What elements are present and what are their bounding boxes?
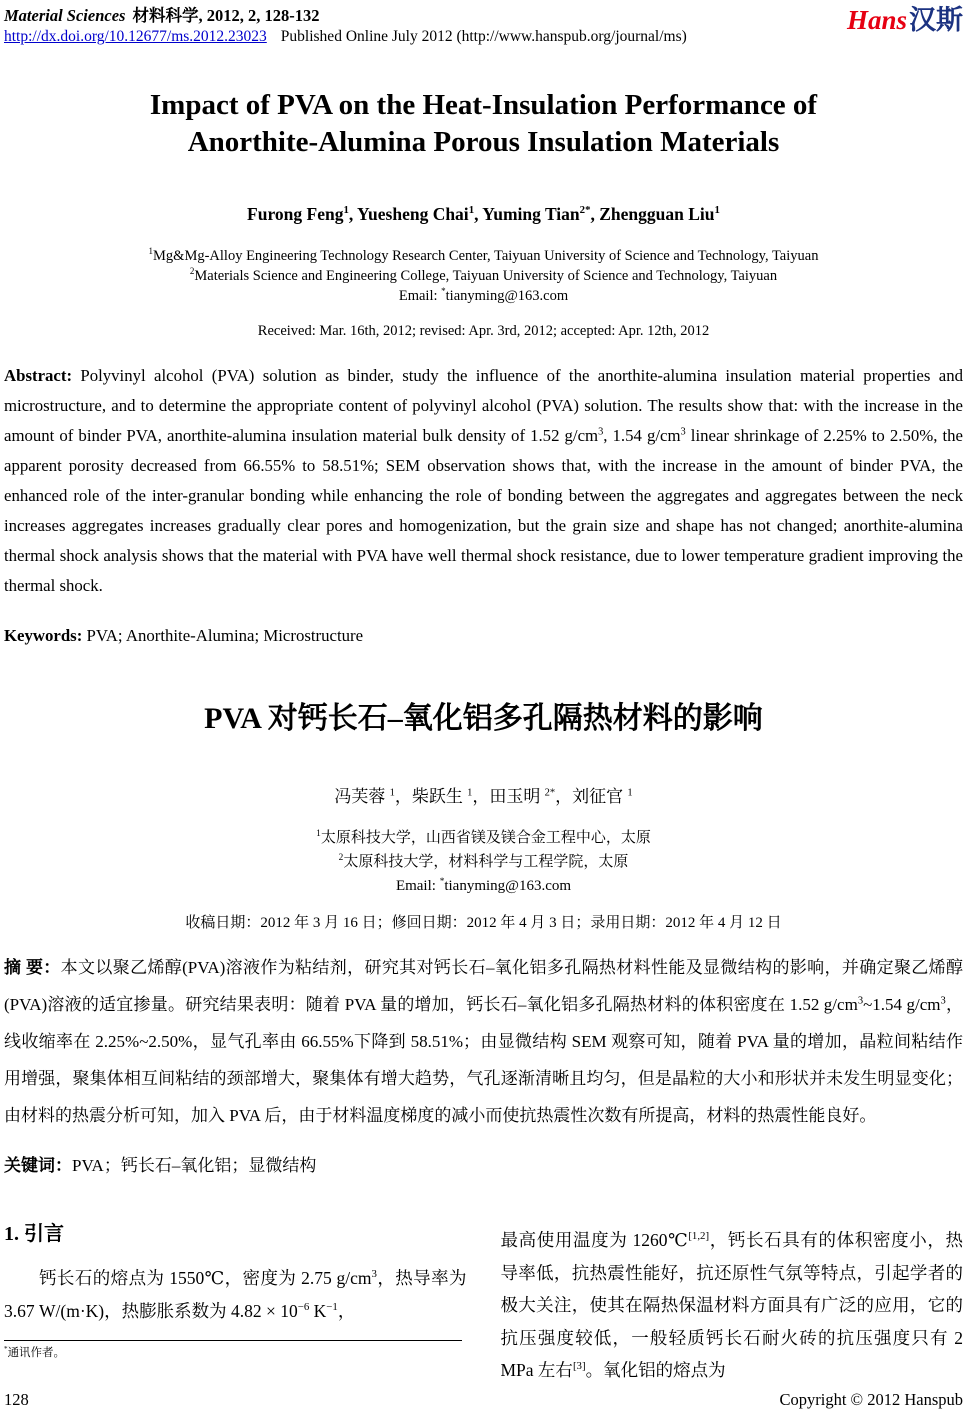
hans-logo	[847, 5, 963, 35]
cn-abstract-paragraph: 摘 要：本文以聚乙烯醇(PVA)溶液作为粘结剂，研究其对钙长石–氧化铝多孔隔热材料性能及显微结构的影响，并确定聚乙烯醇(PVA)溶液的适宜掺量。研究结果表明：随着 PVA 量的增加，钙长石–氧化铝多孔隔热材料的体积密度在 1.52 $g/cm^3\sim 1.54$ $g/cm^3$，线收缩率在 2.25%~2.50%，显气孔率由 66.55%下降到 58.51%；由显微结构 SEM 观察可知，随着 PVA 量的增加，晶粒间粘结作用增强，聚集体相互间粘结的颈部增大，聚集体有增大趋势，气孔逐渐清晰且均匀，但是晶粒的大小和形状并未发生明显变化；由材料的热震分析可知，加入 PVA 后，由于材料温度梯度的减小而使抗热震性次数有所提高，材料的热震性能良好。	[4, 958, 964, 1125]
email-line: Email: *tianyming@163.com	[398, 286, 569, 304]
page-header	[4, 5, 963, 47]
two-column-body	[4, 1217, 963, 1387]
hans-logo-cn: 汉斯	[909, 5, 963, 35]
cn-affiliation-1: $^1$太原科技大学，山西省镁及镁合金工程中心，太原	[316, 829, 651, 846]
paper-title	[4, 87, 963, 161]
paper-title-line2: Anorthite-Alumina Porous Insulation Materials	[187, 126, 780, 158]
cn-authors-line: 冯芙蓉 $^1$，柴跃生 $^1$，田玉明 $^{2*}$，刘征官 $^1$	[334, 787, 633, 806]
paper-title-line1: Impact of PVA on the Heat-Insulation Performance of	[149, 89, 818, 121]
copyright-text: Copyright © 2012 Hanspub	[779, 1390, 963, 1409]
footnote-rule	[4, 1340, 462, 1341]
received-line: Received: Mar. 16th, 2012; revised: Apr. 3rd, 2012; accepted: Apr. 12th, 2012	[257, 323, 710, 339]
published-online-text: Published Online July 2012 (http://www.hanspub.org/journal/ms)	[280, 28, 687, 45]
journal-info	[4, 5, 687, 47]
section-1-heading: 1. 引言	[4, 1223, 64, 1245]
doi-line	[4, 26, 687, 47]
abstract-paragraph: Abstract: Polyvinyl alcohol (PVA) solution as binder, study the influence of the anorthite-alumina insulation material properties and microstructure, and to determine the appropriate content of polyvinyl alcohol (PVA) solution. The results show that: with the increase in the amount of binder PVA, anorthite-alumina insulation material bulk density of 1.52 $g/cm^3$, 1.54 $g/cm^3$ linear shrinkage of 2.25% to 2.50%, the apparent porosity decreased from 66.55% to 58.51%; SEM observation shows that, with the increase in the amount of binder PVA, the enhanced role of the inter-granular bonding while enhancing the role of bonding between the aggregates and aggregates between the neck increases aggregates increases gradually clear pores and homogenization, but the grain size and shape has not changed; anorthite-alumina thermal shock analysis shows that the material with PVA have well thermal shock resistance, due to lower temperature gradient improving the thermal shock.	[4, 366, 963, 595]
doi-link[interactable]: http://dx.doi.org/10.12677/ms.2012.23023	[4, 28, 267, 45]
cn-date-line: 收稿日期：2012 年 3 月 16 日；修回日期：2012 年 4 月 3 日；录用日期：2012 年 4 月 12 日	[185, 915, 782, 931]
left-column	[4, 1217, 467, 1387]
page-footer	[4, 1390, 963, 1410]
cn-affiliations-block	[4, 826, 963, 898]
right-column-paragraph: 最高使用温度为 1260℃[1,2]，钙长石具有的体积密度小，热导率低，抗热震性能好，抗还原性气氛等特点，引起学者的极大关注，使其在隔热保温材料方面具有广泛的应用，它的抗压强度较低，一般轻质钙长石耐火砖的抗压强度只有 2 MPa 左右[3]。氧化铝的熔点为	[500, 1230, 963, 1380]
journal-name: Material Sciences	[4, 6, 126, 25]
keywords-line: Keywords: PVA; Anorthite-Alumina; Microstructure	[4, 626, 364, 645]
footnote-block	[4, 1340, 467, 1360]
journal-name-cn: 材料科学, 2012, 2, 128-132	[132, 6, 320, 25]
footnote-text: *通讯作者。	[4, 1345, 66, 1359]
cn-affiliation-2: $^2$太原科技大学，材料科学与工程学院，太原	[338, 853, 629, 870]
authors-line: Furong Feng$^1$, Yuesheng Chai$^1$, Yuming Tian$^{2*}$, Zhengguan Liu$^1$	[247, 204, 720, 224]
hans-logo-latin: Hans	[846, 5, 907, 35]
left-column-paragraph: 钙长石的熔点为 1550℃，密度为 2.75 $g/cm^3$，热导率为 3.67 W/(m·K)，热膨胀系数为 $4.82 \times 10^{-6}$ $K^{-1}$，	[4, 1268, 467, 1321]
cn-keywords-line: 关键词：PVA；钙长石–氧化铝；显微结构	[4, 1156, 317, 1175]
affiliation-1: $^1$Mg&Mg-Alloy Engineering Technology Research Center, Taiyuan University of Science and Technology, Taiyuan	[148, 246, 819, 264]
right-column	[501, 1217, 964, 1387]
affiliations-block	[4, 246, 963, 306]
cn-paper-title: PVA 对钙长石–氧化铝多孔隔热材料的影响	[204, 702, 763, 735]
cn-email-line: Email: *tianyming@163.com	[395, 877, 572, 894]
journal-title-line	[4, 5, 687, 26]
affiliation-2: $^2$Materials Science and Engineering College, Taiyuan University of Science and Technology, Taiyuan	[189, 266, 778, 284]
page-number: 128	[4, 1390, 29, 1409]
